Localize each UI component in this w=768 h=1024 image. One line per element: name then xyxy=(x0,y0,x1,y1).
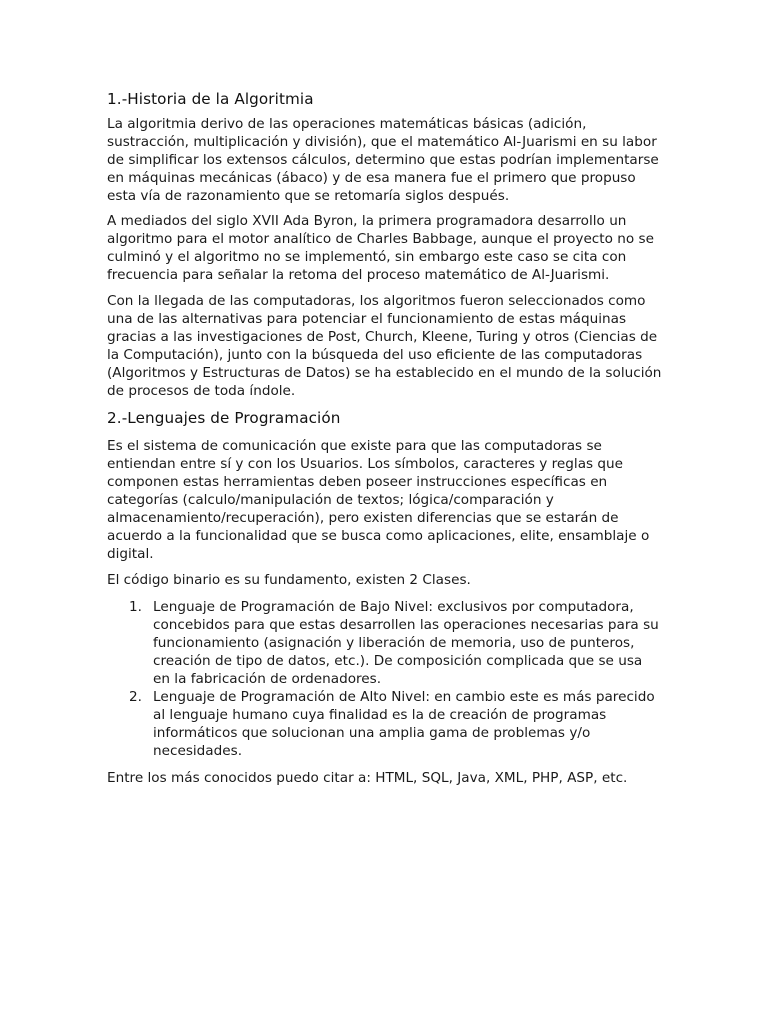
paragraph-historia-3: Con la llegada de las computadoras, los algoritmos fueron seleccionados como una de las alternativas para potenciar el funcionamiento de estas máquinas gracias a las investigaciones de Post, Church, Kleene, Turing y otros (Ciencias de la Computación), junto con la búsqueda del uso eficiente de las computadoras (Algoritmos y Estructuras de Datos) se ha establecido en el mundo de la solución de procesos de toda índole. xyxy=(107,293,662,399)
list-item-number: 1. xyxy=(129,599,142,615)
section-heading-historia: 1.-Historia de la Algoritmia xyxy=(107,90,314,108)
list-item xyxy=(107,598,662,688)
list-item-number: 2. xyxy=(129,689,142,705)
paragraph-lenguajes-1: Es el sistema de comunicación que existe para que las computadoras se entiendan entre sí y con los Usuarios. Los símbolos, caracteres y reglas que componen estas herramientas deben poseer instrucciones específicas en categorías (calculo/manipulación de textos; lógica/comparación y almacenamiento/recuperación), pero existen diferencias que se estarán de acuerdo a la funcionalidad que se busca como aplicaciones, elite, ensamblaje o digital. xyxy=(107,438,650,562)
paragraph-historia-1: La algoritmia derivo de las operaciones matemáticas básicas (adición, sustracción, multiplicación y división), que el matemático Al-Juarismi en su labor de simplificar los extensos cálculos, determino que estas podrían implementarse en máquinas mecánicas (ábaco) y de esa manera fue el primero que propuso esta vía de razonamiento que se retomaría siglos después. xyxy=(107,116,659,204)
paragraph-historia-2: A mediados del siglo XVII Ada Byron, la primera programadora desarrollo un algoritmo para el motor analítico de Charles Babbage, aunque el proyecto no se culminó y el algoritmo no se implementó, sin embargo este caso se cita con frecuencia para señalar la retoma del proceso matemático de Al-Juarismi. xyxy=(107,213,654,283)
language-levels-list xyxy=(107,598,662,760)
paragraph-lenguajes-2: El código binario es su fundamento, existen 2 Clases. xyxy=(107,572,471,588)
section-heading-lenguajes: 2.-Lenguajes de Programación xyxy=(107,409,341,427)
list-item-text: Lenguaje de Programación de Alto Nivel: en cambio este es más parecido al lenguaje humano cuya finalidad es la de creación de programas informáticos que solucionan una amplia gama de problemas y/o necesidades. xyxy=(153,689,655,759)
list-item xyxy=(107,688,662,760)
paragraph-closing: Entre los más conocidos puedo citar a: HTML, SQL, Java, XML, PHP, ASP, etc. xyxy=(107,770,628,786)
list-item-text: Lenguaje de Programación de Bajo Nivel: exclusivos por computadora, concebidos para que estas desarrollen las operaciones necesarias para su funcionamiento (asignación y liberación de memoria, uso de punteros, creación de tipo de datos, etc.). De composición complicada que se usa en la fabricación de ordenadores. xyxy=(153,599,659,687)
document-page xyxy=(107,88,662,787)
